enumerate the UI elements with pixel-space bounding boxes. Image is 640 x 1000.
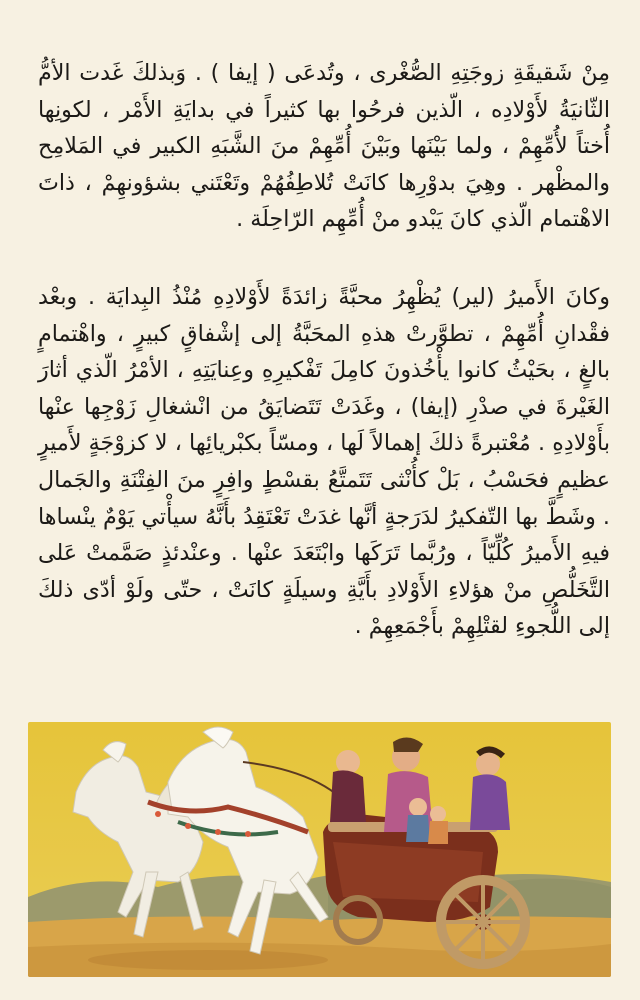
text-paragraph-2-container	[38, 279, 610, 645]
paragraph-2: وكانَ الأَميرُ (لير) يُظْهِرُ محبَّةً زائدَةً لأَوْلادِهِ مُنْذُ البِدايَة . وبعْد فقْدانِ أُمِّهِمْ ، تطوَّرتْ هذهِ المحَبَّةُ إلى إشْفاقٍ كبيرٍ ، واهْتمامٍ بالغٍ ، بحَيْثُ كانوا يأْخُذونَ كامِلَ تَفْكيرِهِ وعِنايَتِهِ ، الأمْرُ الّذي أثارَ الغَيْرةَ في صدْرِ (إيفا) ، وغَدَتْ تَتَضايَقُ من انْشغالِ زَوْجِها عنْها بأَوْلادِهِ . مُعْتبرةً ذلكَ إهمالاً لَها ، ومسّاً بكبْريائِها ، لا كزوْجَةٍ لأَميرٍ عظيمٍ فحَسْبُ ، بَلْ كأُنْثى تَتَمتَّعُ بقسْطٍ وافِرٍ منَ الفِتْنَةِ والجَمال . وشَطَّ بها التّفكيرُ لدَرَجةٍ أنَّها غدَتْ تَعْتَقِدُ بأَنَّهُ سيأْتي يَوْمٌ ينْساها فيهِ الأَميرُ كُلِّيّاً ، ورُبَّما تَرَكَها وابْتَعَدَ عنْها . وعنْدئذٍ صَمَّمتْ عَلى التَّخَلُّصِ منْ هؤلاءِ الأَوْلادِ بأَيَّةِ وسيلَةٍ كانَتْ ، حتّى ولَوْ أدّى ذلكَ إلى اللُّجوءِ لقتْلِهِمْ بأَجْمَعِهِمْ .	[38, 284, 610, 640]
text-paragraph-1-container	[38, 55, 610, 238]
chariot-illustration	[28, 722, 611, 977]
paragraph-1: مِنْ شَقيقَةِ زوجَتِهِ الصُّغْرى ، وتُدعَى ( إيفا ) . وَبذلكَ غَدت الأمُّ الثّانيَةُ لأَوْلادِه ، الّذين فرحُوا بها كثيراً في بدايَةِ الأَمْر ، لكونِها أُختاً لأُمِّهِمْ ، ولما بَيْنَها وبَيْنَ أُمِّهِمْ منَ الشَّبَهِ الكبير في المَلامِح والمظْهر . وهِيَ بدوْرِها كانَتْ تُلاطِفُهُمْ وتَعْتَني بشؤونهِمْ ، ذاتَ الاهْتمام الّذي كانَ يَبْدو منْ أُمِّهِم الرّاحِلَة .	[38, 60, 610, 233]
